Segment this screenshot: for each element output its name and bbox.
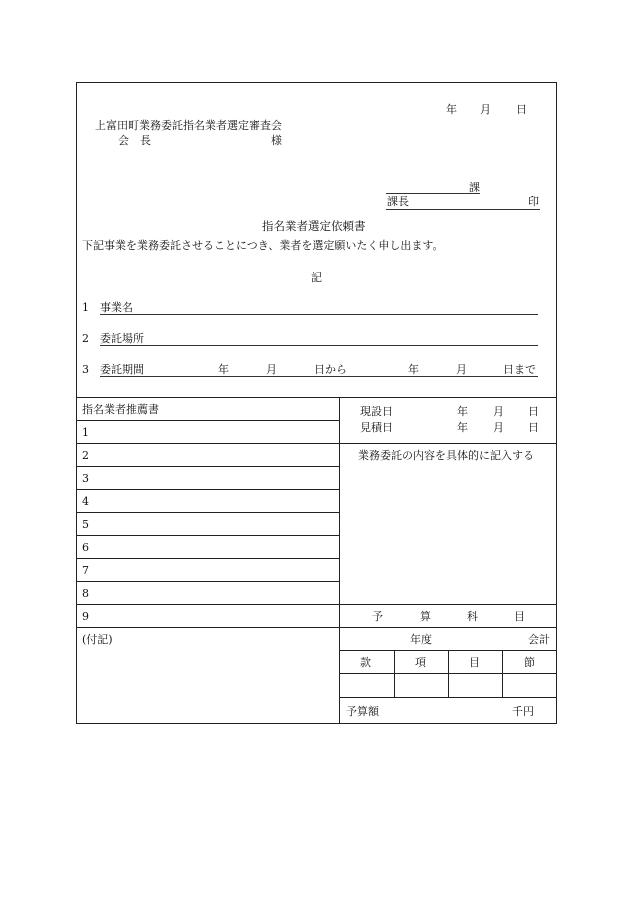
item-2-number: 2 <box>82 332 89 345</box>
estimate-label: 見積日 <box>360 421 393 434</box>
item-3-label: 委託期間 <box>100 363 144 376</box>
period-end-year: 年 <box>408 363 419 376</box>
addressee: 上富田町業務委託指名業者選定審査会 <box>95 119 282 132</box>
date-day: 日 <box>516 103 527 116</box>
item-1-underline <box>100 314 538 315</box>
row-number: 3 <box>82 472 89 485</box>
period-end-suffix: 日まで <box>503 363 536 376</box>
recommend-rule-1 <box>76 420 339 421</box>
budget-col-setsu: 節 <box>524 656 535 669</box>
row-number: 4 <box>82 495 89 508</box>
ki-label: 記 <box>311 271 322 284</box>
recommend-rule-8 <box>76 581 339 582</box>
budget-rule-3 <box>339 697 557 698</box>
item-1-number: 1 <box>82 301 89 314</box>
estimate-day: 日 <box>528 421 539 434</box>
section-underline <box>386 193 480 194</box>
chief-label: 課長 <box>387 195 409 208</box>
date-month: 月 <box>480 103 491 116</box>
budget-heading-char: 目 <box>514 610 525 623</box>
chair-title: 会 長 <box>118 134 151 147</box>
recommend-rule-7 <box>76 558 339 559</box>
document-title: 指名業者選定依頼書 <box>262 219 366 233</box>
table-top-rule <box>76 397 557 398</box>
budget-col-divider-1 <box>394 650 395 697</box>
item-2-label: 委託場所 <box>100 332 144 345</box>
estimate-year: 年 <box>457 421 468 434</box>
item-1-label: 事業名 <box>100 301 133 314</box>
row-number: 7 <box>82 564 89 577</box>
budget-heading-char: 算 <box>420 610 431 623</box>
content-note: 業務委託の内容を具体的に記入する <box>358 449 534 462</box>
period-start-suffix: 日から <box>314 363 347 376</box>
item-2-underline <box>100 345 538 346</box>
row-number: 6 <box>82 541 89 554</box>
recommend-rule-3 <box>76 466 339 467</box>
site-survey-year: 年 <box>457 405 468 418</box>
estimate-month: 月 <box>493 421 504 434</box>
budget-col-kan: 款 <box>360 656 371 669</box>
recommend-rule-4 <box>76 489 339 490</box>
table-center-divider <box>339 397 340 724</box>
budget-heading-char: 予 <box>372 610 383 623</box>
period-start-month: 月 <box>266 363 277 376</box>
chief-underline <box>386 209 540 210</box>
fiscal-year-label: 年度 <box>410 633 432 646</box>
budget-col-kou: 項 <box>415 656 426 669</box>
remarks-top-rule <box>76 627 557 628</box>
row-number: 1 <box>82 426 89 439</box>
budget-heading-char: 科 <box>467 610 478 623</box>
budget-col-moku: 目 <box>469 656 480 669</box>
item-3-underline <box>100 376 538 377</box>
budget-unit: 千円 <box>512 705 534 718</box>
recommend-rule-5 <box>76 512 339 513</box>
recommend-rule-2 <box>76 443 557 444</box>
item-3-number: 3 <box>82 363 89 376</box>
date-year: 年 <box>446 103 457 116</box>
section-label: 課 <box>469 181 480 194</box>
row-number: 8 <box>82 587 89 600</box>
row-number: 9 <box>82 610 89 623</box>
account-label: 会計 <box>528 633 550 646</box>
remarks-label: (付記) <box>82 633 113 646</box>
budget-amount-label: 予算額 <box>346 705 379 718</box>
site-survey-month: 月 <box>493 405 504 418</box>
period-start-year: 年 <box>218 363 229 376</box>
budget-col-divider-2 <box>448 650 449 697</box>
site-survey-label: 現設日 <box>360 405 393 418</box>
intro-text: 下記事業を業務委託させることにつき、業者を選定願いたく申し出ます。 <box>82 239 444 252</box>
seal-label: 印 <box>528 195 539 208</box>
recommend-header: 指名業者推薦書 <box>82 403 159 416</box>
recommend-rule-6 <box>76 535 339 536</box>
period-end-month: 月 <box>456 363 467 376</box>
site-survey-day: 日 <box>528 405 539 418</box>
row-number: 2 <box>82 449 89 462</box>
recommend-rule-9 <box>76 604 557 605</box>
budget-col-divider-3 <box>502 650 503 697</box>
row-number: 5 <box>82 518 89 531</box>
honorific: 様 <box>271 134 282 147</box>
